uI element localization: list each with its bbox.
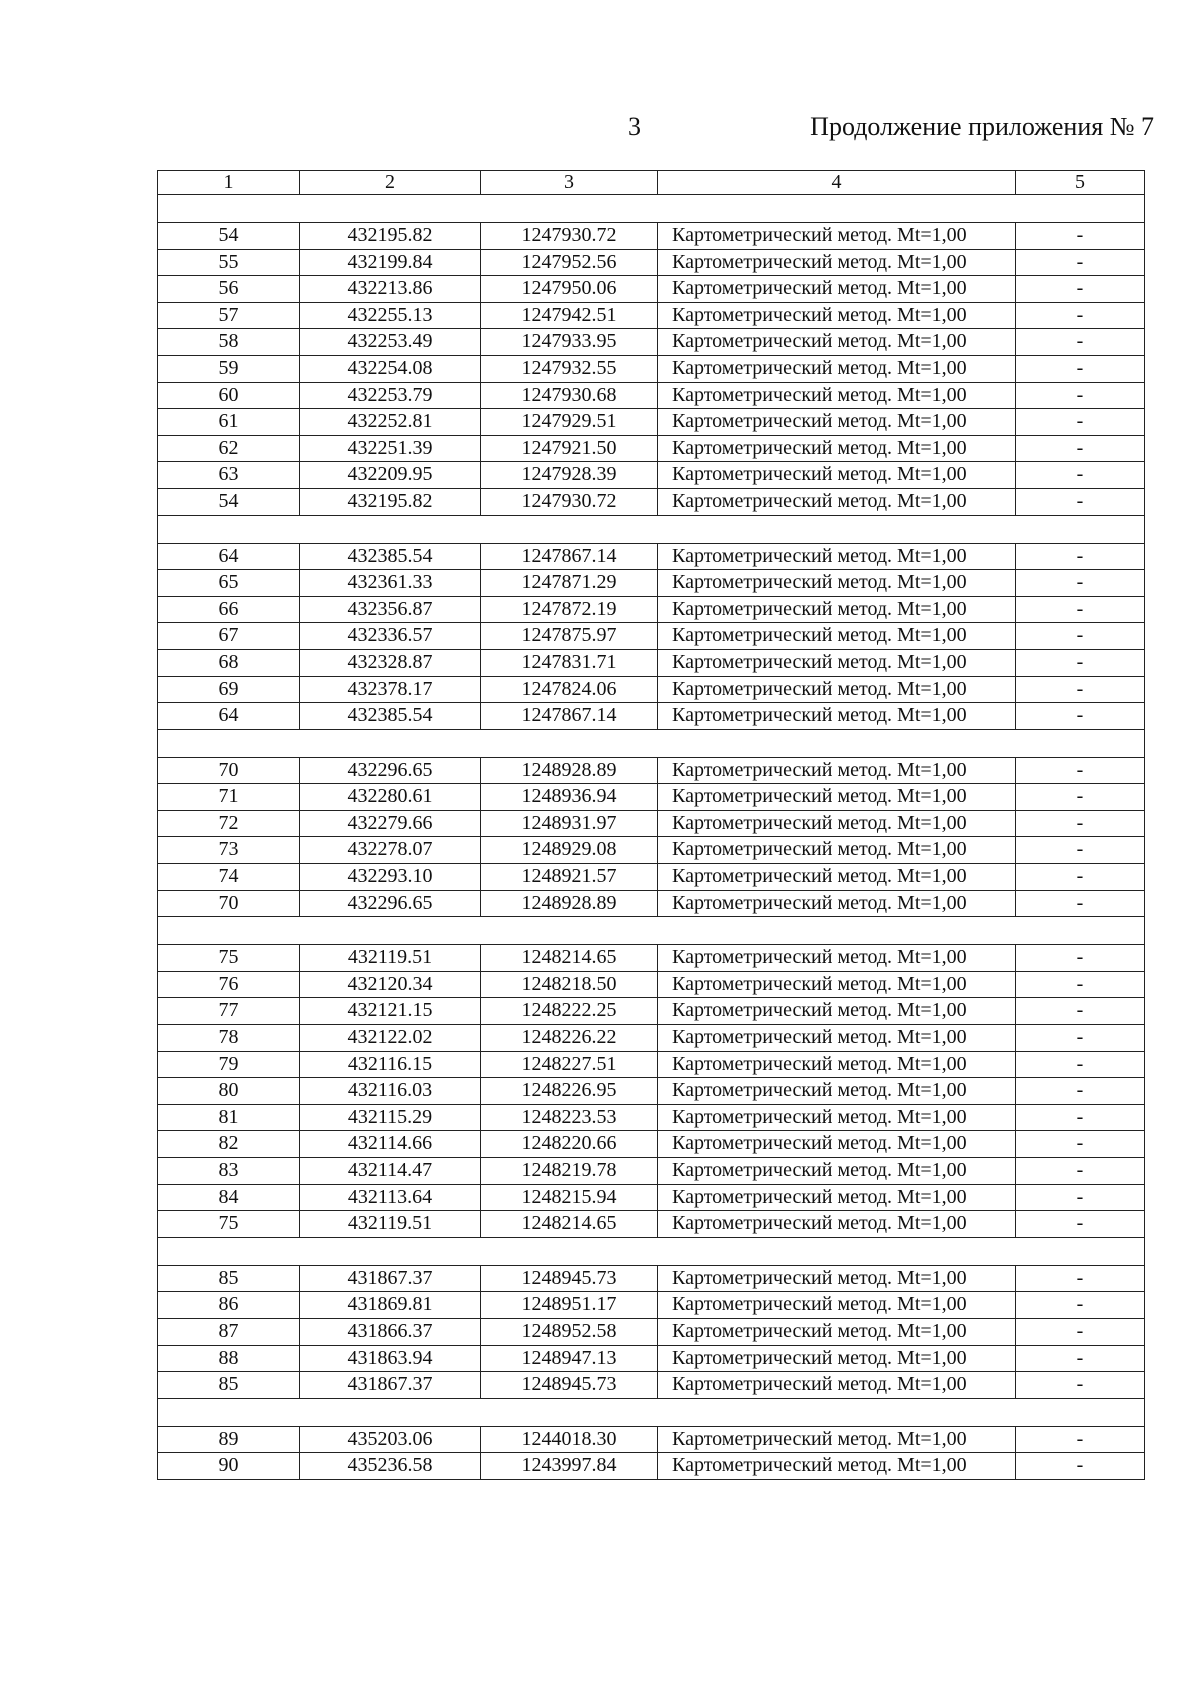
point-number-cell: 70: [158, 890, 300, 917]
table-row: [158, 329, 1145, 356]
y-coordinate-cell: 1247952.56: [481, 249, 658, 276]
note-cell: -: [1016, 329, 1145, 356]
point-number-cell: 59: [158, 355, 300, 382]
note-cell: -: [1016, 1184, 1145, 1211]
method-cell: Картометрический метод. Mt=1,00: [658, 1158, 1016, 1185]
x-coordinate-cell: 432251.39: [300, 435, 481, 462]
note-cell: -: [1016, 1051, 1145, 1078]
method-cell: Картометрический метод. Mt=1,00: [658, 1292, 1016, 1319]
note-cell: -: [1016, 649, 1145, 676]
table-row: [158, 623, 1145, 650]
y-coordinate-cell: 1247929.51: [481, 409, 658, 436]
y-coordinate-cell: 1247930.68: [481, 382, 658, 409]
y-coordinate-cell: 1248929.08: [481, 837, 658, 864]
note-cell: -: [1016, 757, 1145, 784]
table-row: [158, 757, 1145, 784]
point-number-cell: 84: [158, 1184, 300, 1211]
table-row: [158, 223, 1145, 250]
method-cell: Картометрический метод. Mt=1,00: [658, 757, 1016, 784]
y-coordinate-cell: 1248945.73: [481, 1372, 658, 1399]
method-cell: Картометрический метод. Mt=1,00: [658, 837, 1016, 864]
note-cell: -: [1016, 703, 1145, 730]
point-number-cell: 65: [158, 570, 300, 597]
y-coordinate-cell: 1247932.55: [481, 355, 658, 382]
point-number-cell: 87: [158, 1318, 300, 1345]
column-header: 3: [481, 171, 658, 195]
table-row: [158, 1184, 1145, 1211]
method-cell: Картометрический метод. Mt=1,00: [658, 1318, 1016, 1345]
appendix-title: Продолжение приложения № 7: [810, 112, 1154, 141]
column-header: 1: [158, 171, 300, 195]
point-number-cell: 77: [158, 998, 300, 1025]
y-coordinate-cell: 1248223.53: [481, 1104, 658, 1131]
y-coordinate-cell: 1247921.50: [481, 435, 658, 462]
table-row: [158, 784, 1145, 811]
group-separator-cell: [158, 515, 1145, 543]
method-cell: Картометрический метод. Mt=1,00: [658, 676, 1016, 703]
note-cell: -: [1016, 1158, 1145, 1185]
point-number-cell: 54: [158, 223, 300, 250]
note-cell: -: [1016, 810, 1145, 837]
note-cell: -: [1016, 223, 1145, 250]
y-coordinate-cell: 1248928.89: [481, 890, 658, 917]
x-coordinate-cell: 431866.37: [300, 1318, 481, 1345]
column-header: 5: [1016, 171, 1145, 195]
x-coordinate-cell: 432254.08: [300, 355, 481, 382]
note-cell: -: [1016, 1211, 1145, 1238]
x-coordinate-cell: 432116.15: [300, 1051, 481, 1078]
table-row: [158, 382, 1145, 409]
method-cell: Картометрический метод. Mt=1,00: [658, 1104, 1016, 1131]
point-number-cell: 66: [158, 596, 300, 623]
point-number-cell: 89: [158, 1426, 300, 1453]
table-row: [158, 570, 1145, 597]
table-row: [158, 971, 1145, 998]
point-number-cell: 88: [158, 1345, 300, 1372]
method-cell: Картометрический метод. Mt=1,00: [658, 1078, 1016, 1105]
method-cell: Картометрический метод. Mt=1,00: [658, 784, 1016, 811]
x-coordinate-cell: 432253.79: [300, 382, 481, 409]
y-coordinate-cell: 1247928.39: [481, 462, 658, 489]
method-cell: Картометрический метод. Mt=1,00: [658, 890, 1016, 917]
method-cell: Картометрический метод. Mt=1,00: [658, 488, 1016, 515]
note-cell: -: [1016, 784, 1145, 811]
x-coordinate-cell: 432114.66: [300, 1131, 481, 1158]
method-cell: Картометрический метод. Mt=1,00: [658, 302, 1016, 329]
point-number-cell: 63: [158, 462, 300, 489]
group-separator-row: [158, 1398, 1145, 1426]
x-coordinate-cell: 432119.51: [300, 1211, 481, 1238]
y-coordinate-cell: 1248928.89: [481, 757, 658, 784]
method-cell: Картометрический метод. Mt=1,00: [658, 329, 1016, 356]
method-cell: Картометрический метод. Mt=1,00: [658, 864, 1016, 891]
x-coordinate-cell: 431867.37: [300, 1372, 481, 1399]
note-cell: -: [1016, 409, 1145, 436]
group-separator-row: [158, 729, 1145, 757]
table-row: [158, 837, 1145, 864]
y-coordinate-cell: 1248936.94: [481, 784, 658, 811]
y-coordinate-cell: 1247867.14: [481, 703, 658, 730]
note-cell: -: [1016, 488, 1145, 515]
x-coordinate-cell: 432255.13: [300, 302, 481, 329]
point-number-cell: 73: [158, 837, 300, 864]
x-coordinate-cell: 432199.84: [300, 249, 481, 276]
table-row: [158, 355, 1145, 382]
y-coordinate-cell: 1247875.97: [481, 623, 658, 650]
point-number-cell: 90: [158, 1453, 300, 1480]
y-coordinate-cell: 1247933.95: [481, 329, 658, 356]
x-coordinate-cell: 432296.65: [300, 890, 481, 917]
note-cell: -: [1016, 1131, 1145, 1158]
y-coordinate-cell: 1243997.84: [481, 1453, 658, 1480]
x-coordinate-cell: 432252.81: [300, 409, 481, 436]
note-cell: -: [1016, 1426, 1145, 1453]
table-body: [158, 195, 1145, 1480]
x-coordinate-cell: 432114.47: [300, 1158, 481, 1185]
table-row: [158, 596, 1145, 623]
table-row: [158, 1265, 1145, 1292]
point-number-cell: 86: [158, 1292, 300, 1319]
note-cell: -: [1016, 596, 1145, 623]
column-header: 4: [658, 171, 1016, 195]
y-coordinate-cell: 1247942.51: [481, 302, 658, 329]
point-number-cell: 64: [158, 543, 300, 570]
note-cell: -: [1016, 890, 1145, 917]
x-coordinate-cell: 432336.57: [300, 623, 481, 650]
point-number-cell: 57: [158, 302, 300, 329]
column-header: 2: [300, 171, 481, 195]
point-number-cell: 54: [158, 488, 300, 515]
x-coordinate-cell: 432356.87: [300, 596, 481, 623]
method-cell: Картометрический метод. Mt=1,00: [658, 1184, 1016, 1211]
point-number-cell: 81: [158, 1104, 300, 1131]
x-coordinate-cell: 432195.82: [300, 488, 481, 515]
method-cell: Картометрический метод. Mt=1,00: [658, 1426, 1016, 1453]
x-coordinate-cell: 432119.51: [300, 945, 481, 972]
table-row: [158, 810, 1145, 837]
y-coordinate-cell: 1248222.25: [481, 998, 658, 1025]
method-cell: Картометрический метод. Mt=1,00: [658, 276, 1016, 303]
note-cell: -: [1016, 837, 1145, 864]
point-number-cell: 80: [158, 1078, 300, 1105]
note-cell: -: [1016, 1265, 1145, 1292]
table-row: [158, 462, 1145, 489]
x-coordinate-cell: 432279.66: [300, 810, 481, 837]
page-number: 3: [628, 112, 641, 141]
method-cell: Картометрический метод. Mt=1,00: [658, 1345, 1016, 1372]
table-row: [158, 1318, 1145, 1345]
x-coordinate-cell: 432195.82: [300, 223, 481, 250]
note-cell: -: [1016, 355, 1145, 382]
x-coordinate-cell: 432385.54: [300, 703, 481, 730]
point-number-cell: 55: [158, 249, 300, 276]
note-cell: -: [1016, 302, 1145, 329]
x-coordinate-cell: 432116.03: [300, 1078, 481, 1105]
table-row: [158, 1453, 1145, 1480]
y-coordinate-cell: 1248215.94: [481, 1184, 658, 1211]
table-row: [158, 1345, 1145, 1372]
point-number-cell: 79: [158, 1051, 300, 1078]
x-coordinate-cell: 431869.81: [300, 1292, 481, 1319]
y-coordinate-cell: 1248931.97: [481, 810, 658, 837]
point-number-cell: 85: [158, 1372, 300, 1399]
method-cell: Картометрический метод. Mt=1,00: [658, 1211, 1016, 1238]
point-number-cell: 68: [158, 649, 300, 676]
y-coordinate-cell: 1248214.65: [481, 945, 658, 972]
point-number-cell: 62: [158, 435, 300, 462]
table-row: [158, 649, 1145, 676]
y-coordinate-cell: 1248226.95: [481, 1078, 658, 1105]
x-coordinate-cell: 432385.54: [300, 543, 481, 570]
group-separator-cell: [158, 195, 1145, 223]
point-number-cell: 75: [158, 945, 300, 972]
method-cell: Картометрический метод. Mt=1,00: [658, 1265, 1016, 1292]
note-cell: -: [1016, 998, 1145, 1025]
y-coordinate-cell: 1248226.22: [481, 1025, 658, 1052]
point-number-cell: 56: [158, 276, 300, 303]
method-cell: Картометрический метод. Mt=1,00: [658, 971, 1016, 998]
y-coordinate-cell: 1247871.29: [481, 570, 658, 597]
x-coordinate-cell: 432278.07: [300, 837, 481, 864]
point-number-cell: 69: [158, 676, 300, 703]
note-cell: -: [1016, 570, 1145, 597]
note-cell: -: [1016, 462, 1145, 489]
point-number-cell: 85: [158, 1265, 300, 1292]
table-row: [158, 276, 1145, 303]
note-cell: -: [1016, 676, 1145, 703]
method-cell: Картометрический метод. Mt=1,00: [658, 945, 1016, 972]
group-separator-cell: [158, 729, 1145, 757]
group-separator-row: [158, 1237, 1145, 1265]
y-coordinate-cell: 1248951.17: [481, 1292, 658, 1319]
coordinates-table: [157, 170, 1145, 1480]
point-number-cell: 83: [158, 1158, 300, 1185]
table-row: [158, 543, 1145, 570]
x-coordinate-cell: 432115.29: [300, 1104, 481, 1131]
method-cell: Картометрический метод. Mt=1,00: [658, 409, 1016, 436]
method-cell: Картометрический метод. Mt=1,00: [658, 223, 1016, 250]
group-separator-cell: [158, 1237, 1145, 1265]
method-cell: Картометрический метод. Mt=1,00: [658, 462, 1016, 489]
y-coordinate-cell: 1248952.58: [481, 1318, 658, 1345]
table-row: [158, 488, 1145, 515]
table-row: [158, 1372, 1145, 1399]
table-row: [158, 1051, 1145, 1078]
table-row: [158, 1426, 1145, 1453]
table-row: [158, 1104, 1145, 1131]
method-cell: Картометрический метод. Mt=1,00: [658, 1453, 1016, 1480]
note-cell: -: [1016, 1025, 1145, 1052]
point-number-cell: 82: [158, 1131, 300, 1158]
table-row: [158, 302, 1145, 329]
method-cell: Картометрический метод. Mt=1,00: [658, 1051, 1016, 1078]
y-coordinate-cell: 1248220.66: [481, 1131, 658, 1158]
method-cell: Картометрический метод. Mt=1,00: [658, 355, 1016, 382]
note-cell: -: [1016, 1318, 1145, 1345]
x-coordinate-cell: 432122.02: [300, 1025, 481, 1052]
x-coordinate-cell: 432213.86: [300, 276, 481, 303]
table-row: [158, 435, 1145, 462]
method-cell: Картометрический метод. Mt=1,00: [658, 1131, 1016, 1158]
note-cell: -: [1016, 276, 1145, 303]
point-number-cell: 75: [158, 1211, 300, 1238]
point-number-cell: 61: [158, 409, 300, 436]
y-coordinate-cell: 1247872.19: [481, 596, 658, 623]
point-number-cell: 76: [158, 971, 300, 998]
table-row: [158, 409, 1145, 436]
method-cell: Картометрический метод. Mt=1,00: [658, 596, 1016, 623]
method-cell: Картометрический метод. Mt=1,00: [658, 249, 1016, 276]
x-coordinate-cell: 432120.34: [300, 971, 481, 998]
y-coordinate-cell: 1247930.72: [481, 488, 658, 515]
x-coordinate-cell: 432361.33: [300, 570, 481, 597]
note-cell: -: [1016, 1292, 1145, 1319]
y-coordinate-cell: 1247831.71: [481, 649, 658, 676]
x-coordinate-cell: 432113.64: [300, 1184, 481, 1211]
note-cell: -: [1016, 1078, 1145, 1105]
group-separator-row: [158, 195, 1145, 223]
x-coordinate-cell: 432328.87: [300, 649, 481, 676]
y-coordinate-cell: 1248947.13: [481, 1345, 658, 1372]
table-row: [158, 1131, 1145, 1158]
note-cell: -: [1016, 382, 1145, 409]
y-coordinate-cell: 1247824.06: [481, 676, 658, 703]
point-number-cell: 70: [158, 757, 300, 784]
y-coordinate-cell: 1248219.78: [481, 1158, 658, 1185]
note-cell: -: [1016, 1453, 1145, 1480]
group-separator-cell: [158, 1398, 1145, 1426]
y-coordinate-cell: 1248227.51: [481, 1051, 658, 1078]
x-coordinate-cell: 432296.65: [300, 757, 481, 784]
point-number-cell: 67: [158, 623, 300, 650]
note-cell: -: [1016, 971, 1145, 998]
y-coordinate-cell: 1248945.73: [481, 1265, 658, 1292]
table-row: [158, 703, 1145, 730]
group-separator-row: [158, 917, 1145, 945]
table-row: [158, 249, 1145, 276]
y-coordinate-cell: 1248214.65: [481, 1211, 658, 1238]
y-coordinate-cell: 1247950.06: [481, 276, 658, 303]
table-row: [158, 890, 1145, 917]
table-header: [158, 171, 1145, 195]
note-cell: -: [1016, 1104, 1145, 1131]
y-coordinate-cell: 1247867.14: [481, 543, 658, 570]
point-number-cell: 64: [158, 703, 300, 730]
group-separator-row: [158, 515, 1145, 543]
table-row: [158, 864, 1145, 891]
note-cell: -: [1016, 249, 1145, 276]
table-row: [158, 1158, 1145, 1185]
method-cell: Картометрический метод. Mt=1,00: [658, 1025, 1016, 1052]
y-coordinate-cell: 1247930.72: [481, 223, 658, 250]
method-cell: Картометрический метод. Mt=1,00: [658, 703, 1016, 730]
method-cell: Картометрический метод. Mt=1,00: [658, 382, 1016, 409]
y-coordinate-cell: 1248218.50: [481, 971, 658, 998]
x-coordinate-cell: 432209.95: [300, 462, 481, 489]
method-cell: Картометрический метод. Mt=1,00: [658, 998, 1016, 1025]
x-coordinate-cell: 432121.15: [300, 998, 481, 1025]
point-number-cell: 78: [158, 1025, 300, 1052]
point-number-cell: 72: [158, 810, 300, 837]
x-coordinate-cell: 435203.06: [300, 1426, 481, 1453]
note-cell: -: [1016, 543, 1145, 570]
x-coordinate-cell: 431867.37: [300, 1265, 481, 1292]
table-row: [158, 1025, 1145, 1052]
x-coordinate-cell: 432293.10: [300, 864, 481, 891]
table-row: [158, 945, 1145, 972]
point-number-cell: 58: [158, 329, 300, 356]
method-cell: Картометрический метод. Mt=1,00: [658, 570, 1016, 597]
group-separator-cell: [158, 917, 1145, 945]
y-coordinate-cell: 1248921.57: [481, 864, 658, 891]
x-coordinate-cell: 432253.49: [300, 329, 481, 356]
method-cell: Картометрический метод. Mt=1,00: [658, 623, 1016, 650]
note-cell: -: [1016, 945, 1145, 972]
method-cell: Картометрический метод. Mt=1,00: [658, 649, 1016, 676]
point-number-cell: 71: [158, 784, 300, 811]
note-cell: -: [1016, 623, 1145, 650]
method-cell: Картометрический метод. Mt=1,00: [658, 810, 1016, 837]
header-row: [158, 171, 1145, 195]
method-cell: Картометрический метод. Mt=1,00: [658, 1372, 1016, 1399]
note-cell: -: [1016, 864, 1145, 891]
table-row: [158, 1078, 1145, 1105]
note-cell: -: [1016, 435, 1145, 462]
point-number-cell: 74: [158, 864, 300, 891]
point-number-cell: 60: [158, 382, 300, 409]
x-coordinate-cell: 432378.17: [300, 676, 481, 703]
note-cell: -: [1016, 1345, 1145, 1372]
table-row: [158, 1292, 1145, 1319]
table-row: [158, 676, 1145, 703]
x-coordinate-cell: 432280.61: [300, 784, 481, 811]
method-cell: Картометрический метод. Mt=1,00: [658, 435, 1016, 462]
method-cell: Картометрический метод. Mt=1,00: [658, 543, 1016, 570]
y-coordinate-cell: 1244018.30: [481, 1426, 658, 1453]
x-coordinate-cell: 435236.58: [300, 1453, 481, 1480]
table-row: [158, 998, 1145, 1025]
table-row: [158, 1211, 1145, 1238]
note-cell: -: [1016, 1372, 1145, 1399]
x-coordinate-cell: 431863.94: [300, 1345, 481, 1372]
